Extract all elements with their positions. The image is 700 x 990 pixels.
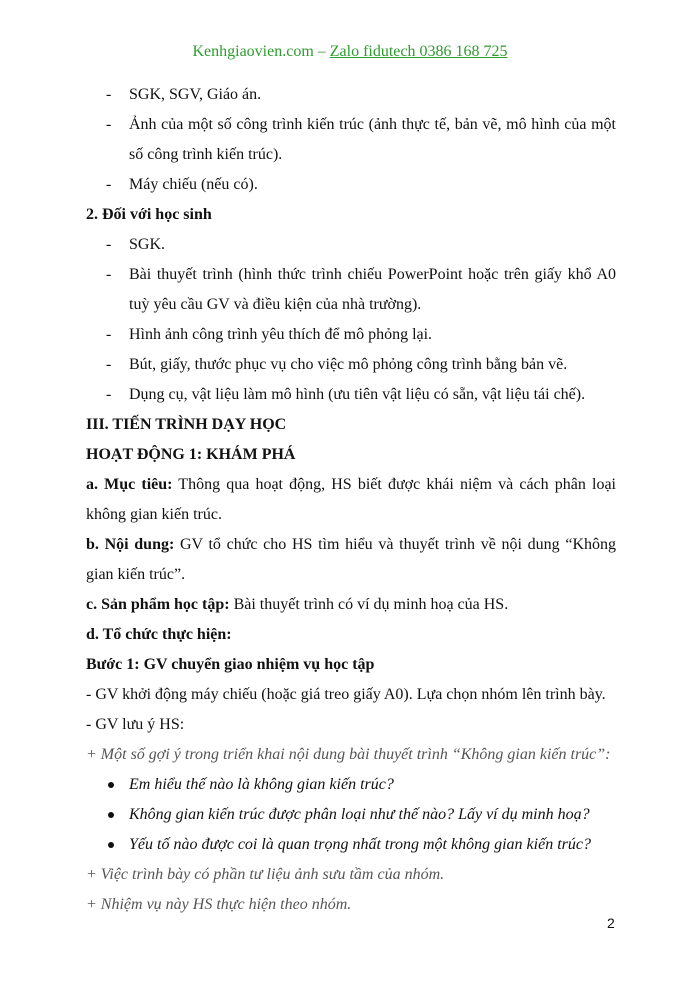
list-item: - SGK, SGV, Giáo án. — [86, 80, 616, 110]
note-line: + Việc trình bày có phần tư liệu ảnh sưu tầm của nhóm. — [86, 866, 445, 883]
student-materials-list — [86, 230, 616, 410]
teacher-materials-list — [86, 80, 616, 200]
list-item: - Bài thuyết trình (hình thức trình chiếu PowerPoint hoặc trên giấy khổ A0 tuỳ yêu cầu GV và điều kiện của nhà trường). — [86, 260, 616, 320]
site-link[interactable]: Kenhgiaovien.com — [192, 43, 314, 60]
question-list — [86, 770, 616, 860]
page-number: 2 — [607, 915, 615, 931]
organize-heading: d. Tổ chức thực hiện: — [86, 626, 232, 643]
list-item: - Bút, giấy, thước phục vụ cho việc mô phỏng công trình bằng bản vẽ. — [86, 350, 616, 380]
list-item: - SGK. — [86, 230, 616, 260]
note-line: + Nhiệm vụ này HS thực hiện theo nhóm. — [86, 896, 352, 913]
list-item: Em hiểu thế nào là không gian kiến trúc? — [86, 770, 616, 800]
section-heading: 2. Đối với học sinh — [86, 206, 212, 223]
list-item: Không gian kiến trúc được phân loại như thế nào? Lấy ví dụ minh hoạ? — [86, 800, 616, 830]
list-item: - Máy chiếu (nếu có). — [86, 170, 616, 200]
goal-label: a. Mục tiêu: — [86, 476, 173, 493]
list-item: - Ảnh của một số công trình kiến trúc (ảnh thực tế, bản vẽ, mô hình của một số công trình kiến trúc). — [86, 110, 616, 170]
step-line: - GV khởi động máy chiếu (hoặc giá treo giấy A0). Lựa chọn nhóm lên trình bày. — [86, 686, 606, 703]
goal-paragraph — [86, 470, 616, 530]
content-paragraph — [86, 530, 616, 590]
section-heading: III. TIẾN TRÌNH DẠY HỌC — [86, 416, 287, 433]
header-separator: – — [313, 43, 330, 60]
list-item: - Dụng cụ, vật liệu làm mô hình (ưu tiên vật liệu có sẵn, vật liệu tái chế). — [86, 380, 616, 410]
list-item: Yếu tố nào được coi là quan trọng nhất trong một không gian kiến trúc? — [86, 830, 616, 860]
suggestion-line: + Một số gợi ý trong triển khai nội dung bài thuyết trình “Không gian kiến trúc”: — [86, 746, 611, 763]
step-line: - GV lưu ý HS: — [86, 716, 185, 733]
activity-heading: HOẠT ĐỘNG 1: KHÁM PHÁ — [86, 446, 296, 463]
list-item: - Hình ảnh công trình yêu thích để mô phỏng lại. — [86, 320, 616, 350]
product-label: c. Sản phẩm học tập: — [86, 596, 230, 613]
product-text: Bài thuyết trình có ví dụ minh hoạ của HS. — [229, 596, 509, 613]
step-heading: Bước 1: GV chuyển giao nhiệm vụ học tập — [86, 656, 375, 673]
product-paragraph — [86, 590, 616, 620]
goal-text: Thông qua hoạt động, HS biết được khái niệm và cách phân loại không gian kiến trúc. — [86, 476, 616, 523]
page-header — [0, 40, 700, 64]
content-label: b. Nội dung: — [86, 536, 175, 553]
content-text: GV tổ chức cho HS tìm hiểu và thuyết trình về nội dung “Không gian kiến trúc”. — [86, 536, 617, 583]
zalo-link[interactable]: Zalo fidutech 0386 168 725 — [329, 43, 508, 60]
document-body — [86, 80, 616, 920]
